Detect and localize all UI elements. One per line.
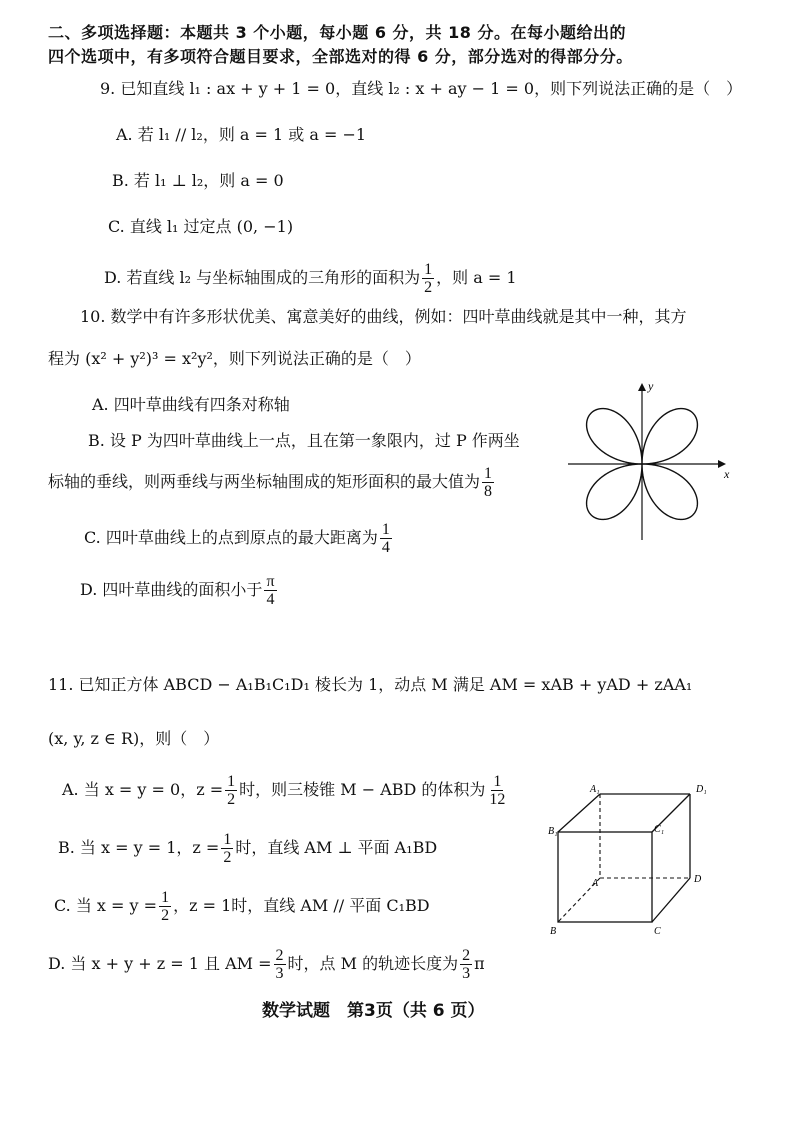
q10-option-d-text: D. 四叶草曲线的面积小于	[80, 580, 263, 599]
q10-option-c-text: C. 四叶草曲线上的点到原点的最大距离为	[84, 528, 378, 547]
q9-option-c: C. 直线 l₁ 过定点 (0, −1)	[108, 217, 294, 236]
frac-denominator: 2	[227, 791, 236, 808]
q9-option-b: B. 若 l₁ ⊥ l₂，则 a = 0	[112, 171, 284, 190]
frac-denominator: 4	[381, 539, 390, 556]
q9-stem: 9. 已知直线 l₁ : ax + y + 1 = 0，直线 l₂ : x + ay − 1 = 0，则下列说法正确的是（ ）	[100, 79, 743, 98]
section-header-line1: 二、多项选择题：本题共 3 个小题，每小题 6 分，共 18 分。在每小题给出的	[48, 23, 626, 42]
q11-option-a-text: A. 当 x = y = 0，z =	[62, 780, 224, 799]
q11-option-d-pi: π	[474, 954, 485, 973]
q11-option-a-fraction-z	[225, 773, 237, 808]
frac-denominator: 2	[223, 849, 232, 866]
q9-option-a: A. 若 l₁ // l₂，则 a = 1 或 a = −1	[116, 125, 367, 144]
q11-option-c-fraction	[159, 889, 171, 924]
page-footer: 数学试题 第3页（共 6 页）	[262, 1001, 485, 1021]
q11-option-c-text: C. 当 x = y =	[54, 896, 158, 915]
q11-option-b-fraction	[221, 831, 233, 866]
q9-option-d-tail: ，则 a = 1	[436, 268, 517, 287]
y-axis-arrow-icon	[638, 383, 646, 391]
cube-figure	[548, 782, 728, 942]
frac-numerator: 1	[161, 889, 170, 906]
q11-option-d-mid: 时，点 M 的轨迹长度为	[287, 954, 459, 973]
q11-option-a-fraction-volume	[487, 773, 507, 808]
label-d1: D₁	[696, 784, 707, 795]
label-d: D	[694, 874, 702, 885]
frac-denominator: 12	[489, 791, 506, 808]
q11-option-b-text: B. 当 x = y = 1，z =	[58, 838, 220, 857]
front-face	[558, 832, 652, 922]
frac-denominator: 2	[424, 279, 433, 296]
q11-option-a-mid: 时，则三棱锥 M − ABD 的体积为	[239, 780, 486, 799]
q10-option-b-line2	[48, 462, 496, 502]
q9-option-d	[104, 258, 517, 298]
frac-denominator: 3	[275, 965, 284, 982]
edge-b1-a1	[558, 794, 600, 832]
frac-numerator: 1	[424, 261, 433, 278]
q10-option-b-line1: B. 设 P 为四叶草曲线上一点，且在第一象限内，过 P 作两坐	[88, 431, 520, 450]
q10-stem-line1: 10. 数学中有许多形状优美、寓意美好的曲线，例如：四叶草曲线就是其中一种，其方	[80, 307, 687, 326]
q11-option-b-tail: 时，直线 AM ⊥ 平面 A₁BD	[235, 838, 438, 857]
label-c: C	[654, 926, 661, 937]
q10-option-a: A. 四叶草曲线有四条对称轴	[92, 395, 290, 414]
frac-denominator: 4	[266, 591, 275, 608]
q10-option-c-fraction	[380, 521, 392, 556]
four-leaf-clover-figure	[564, 380, 734, 542]
q9-option-d-fraction	[422, 261, 434, 296]
q11-option-c	[54, 886, 430, 926]
frac-numerator: 1	[223, 831, 232, 848]
q10-option-d	[80, 570, 279, 610]
q11-option-a	[62, 770, 509, 810]
q10-option-d-fraction	[264, 573, 276, 608]
q11-option-d-fraction-length	[460, 947, 472, 982]
q10-option-b-fraction	[482, 465, 494, 500]
y-axis-label: y	[648, 380, 654, 393]
q11-option-d-text: D. 当 x + y + z = 1 且 AM =	[48, 954, 272, 973]
q11-option-d	[48, 944, 485, 984]
frac-numerator: 2	[462, 947, 471, 964]
frac-numerator: 2	[275, 947, 284, 964]
q11-option-b	[58, 828, 437, 868]
frac-numerator: 1	[493, 773, 502, 790]
frac-numerator: 1	[381, 521, 390, 538]
label-c1: C₁	[654, 824, 665, 835]
q9-option-d-text: D. 若直线 l₂ 与坐标轴围成的三角形的面积为	[104, 268, 421, 287]
q11-stem-line1: 11. 已知正方体 ABCD − A₁B₁C₁D₁ 棱长为 1，动点 M 满足 AM = xAB + yAD + zAA₁	[48, 675, 693, 694]
x-axis-label: x	[724, 467, 730, 481]
frac-denominator: 8	[484, 483, 493, 500]
label-b1: B₁	[548, 826, 558, 837]
q10-stem-line2: 程为 (x² + y²)³ = x²y²，则下列说法正确的是（ ）	[48, 349, 421, 368]
q11-option-d-fraction-am	[274, 947, 286, 982]
q10-option-c	[84, 518, 394, 558]
label-a: A	[592, 878, 599, 889]
q10-option-b-text: 标轴的垂线，则两垂线与两坐标轴围成的矩形面积的最大值为	[48, 472, 481, 491]
frac-numerator: π	[266, 573, 275, 590]
q11-stem-line2: (x, y, z ∈ R)，则（ ）	[48, 729, 220, 748]
frac-numerator: 1	[484, 465, 493, 482]
label-a1: A₁	[590, 784, 600, 795]
frac-numerator: 1	[227, 773, 236, 790]
label-b: B	[550, 926, 557, 937]
frac-denominator: 3	[462, 965, 471, 982]
edge-c-d	[652, 878, 690, 922]
q11-option-c-tail: ，z = 1时，直线 AM // 平面 C₁BD	[173, 896, 430, 915]
frac-denominator: 2	[161, 907, 170, 924]
section-header-line2: 四个选项中，有多项符合题目要求，全部选对的得 6 分，部分选对的得部分分。	[48, 47, 633, 66]
